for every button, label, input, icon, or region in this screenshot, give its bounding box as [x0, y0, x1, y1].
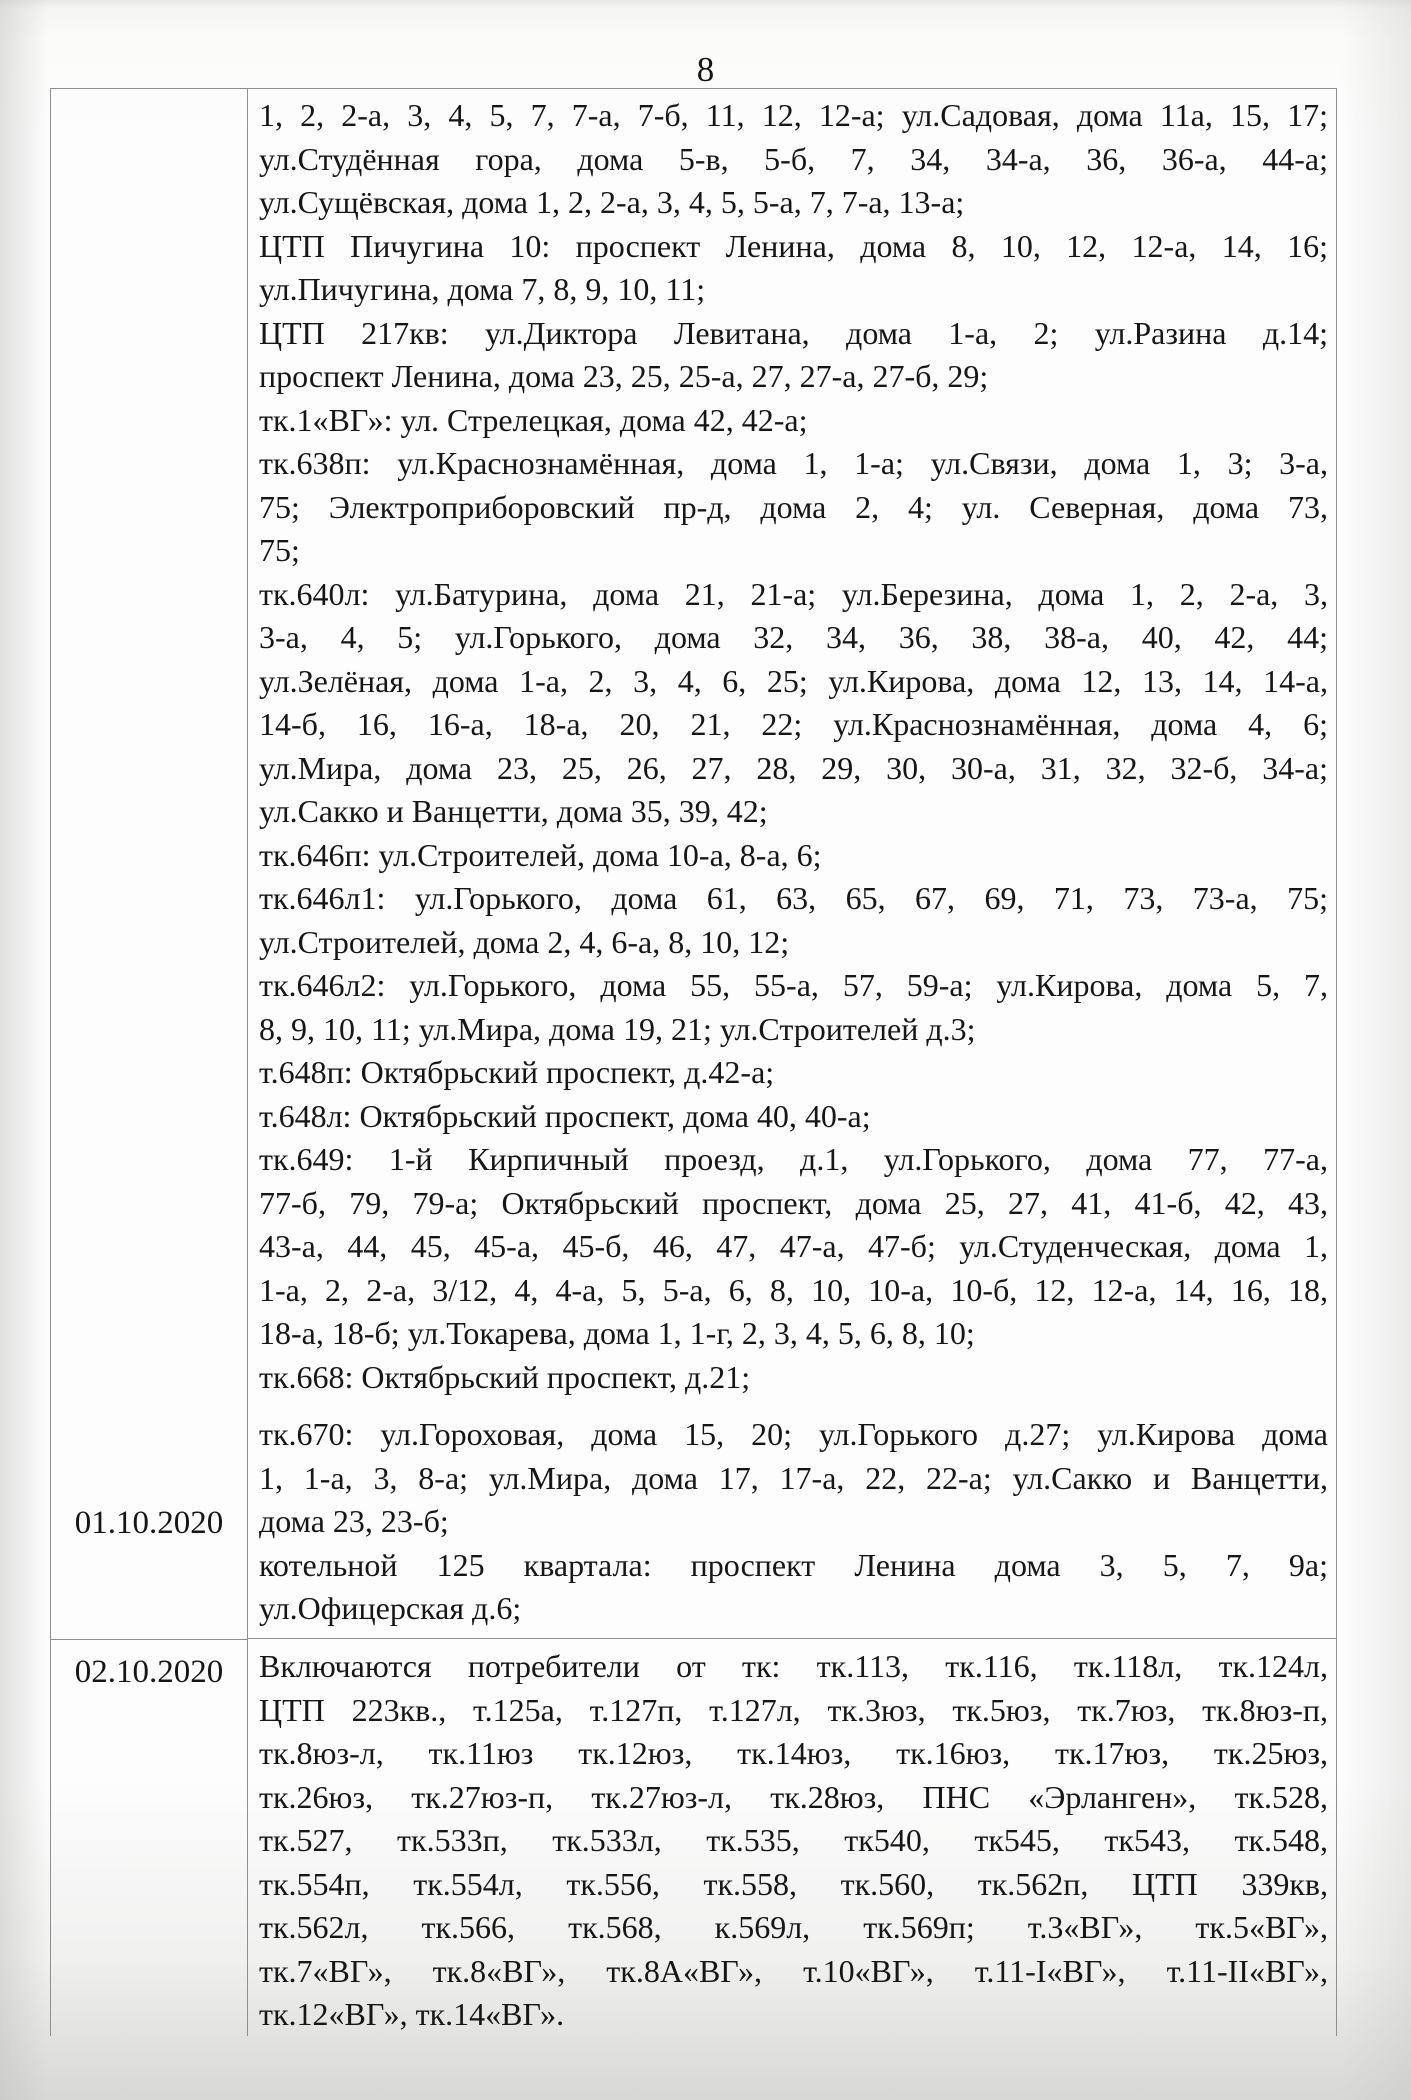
- text-line: дома 23, 23-б;: [259, 1503, 449, 1539]
- text-line: 1, 2, 2-а, 3, 4, 5, 7, 7-а, 7-б, 11, 12, 12-а; ул.Садовая, дома 11а, 15, 17;: [259, 97, 1328, 133]
- text-line: ул.Строителей, дома 2, 4, 6-а, 8, 10, 12;: [259, 923, 790, 960]
- text-line: 43-а, 44, 45, 45-а, 45-б, 46, 47, 47-а, 47-б; ул.Студенческая, дома 1,: [259, 1228, 1328, 1264]
- text-line: ул.Зелёная, дома 1-а, 2, 3, 4, 6, 25; ул.Кирова, дома 12, 13, 14, 14-а,: [259, 662, 1328, 699]
- text-line: тк.527, тк.533п, тк.533л, тк.535, тк540, тк545, тк543, тк.548,: [259, 1822, 1328, 1858]
- addresses-cell: [248, 89, 1336, 1408]
- text-line: тк.562л, тк.566, тк.568, к.569л, тк.569п; т.3«ВГ», тк.5«ВГ»,: [259, 1909, 1328, 1945]
- text-line: 75;: [259, 532, 300, 568]
- text-line: ул.Мира, дома 23, 25, 26, 27, 28, 29, 30, 30-а, 31, 32, 32-б, 34-а;: [259, 749, 1328, 786]
- date-cell: [51, 1640, 248, 2036]
- text-line: тк.670: ул.Гороховая, дома 15, 20; ул.Горького д.27; ул.Кирова дома: [259, 1416, 1328, 1452]
- text-line: тк.7«ВГ», тк.8«ВГ», тк.8А«ВГ», т.10«ВГ», т.11-I«ВГ», т.11-II«ВГ»,: [259, 1952, 1328, 1989]
- addresses-cell: [248, 1640, 1336, 2036]
- text-line: ул.Студённая гора, дома 5-в, 5-б, 7, 34, 34-а, 36, 36-а, 44-а;: [259, 140, 1328, 177]
- text-line: проспект Ленина, дома 23, 25, 25-а, 27, 27-а, 27-б, 29;: [259, 358, 989, 394]
- text-line: тк.668: Октябрьский проспект, д.21;: [259, 1358, 751, 1395]
- text-line: 1, 1-а, 3, 8-а; ул.Мира, дома 17, 17-а, 22, 22-а; ул.Сакко и Ванцетти,: [259, 1459, 1328, 1496]
- text-line: ул.Сущёвская, дома 1, 2, 2-а, 3, 4, 5, 5-а, 7, 7-а, 13-а;: [259, 184, 965, 220]
- page-number: 8: [696, 50, 715, 89]
- text-line: ЦТП 223кв., т.125а, т.127п, т.127л, тк.3юз, тк.5юз, тк.7юз, тк.8юз-п,: [259, 1691, 1328, 1728]
- outage-schedule-table: [50, 88, 1337, 2036]
- text-line: ул.Офицерская д.6;: [259, 1590, 522, 1626]
- text-line: 75; Электроприборовский пр-д, дома 2, 4; ул. Северная, дома 73,: [259, 488, 1328, 525]
- text-line: ЦТП Пичугина 10: проспект Ленина, дома 8, 10, 12, 12-а, 14, 16;: [259, 227, 1328, 264]
- text-line: тк.646л1: ул.Горького, дома 61, 63, 65, 67, 69, 71, 73, 73-а, 75;: [259, 880, 1328, 916]
- text-line: тк.646л2: ул.Горького, дома 55, 55-а, 57, 59-а; ул.Кирова, дома 5, 7,: [259, 967, 1328, 1003]
- date-label: 01.10.2020: [74, 1505, 224, 1541]
- text-line: ул.Сакко и Ванцетти, дома 35, 39, 42;: [259, 793, 768, 829]
- text-line: тк.554п, тк.554л, тк.556, тк.558, тк.560, тк.562п, ЦТП 339кв,: [259, 1865, 1328, 1902]
- text-line: ЦТП 217кв: ул.Диктора Левитана, дома 1-а, 2; ул.Разина д.14;: [259, 314, 1328, 351]
- text-line: 3-а, 4, 5; ул.Горького, дома 32, 34, 36, 38, 38-а, 40, 42, 44;: [259, 619, 1328, 655]
- text-line: тк.8юз-л, тк.11юз тк.12юз, тк.14юз, тк.16юз, тк.17юз, тк.25юз,: [259, 1735, 1328, 1771]
- text-line: 77-б, 79, 79-а; Октябрьский проспект, дома 25, 27, 41, 41-б, 42, 43,: [259, 1184, 1328, 1221]
- text-line: т.648п: Октябрьский проспект, д.42-а;: [259, 1054, 775, 1090]
- text-line: 1-а, 2, 2-а, 3/12, 4, 4-а, 5, 5-а, 6, 8, 10, 10-а, 10-б, 12, 12-а, 14, 16, 18,: [259, 1271, 1328, 1308]
- text-line: тк.646п: ул.Строителей, дома 10-а, 8-а, 6;: [259, 836, 822, 873]
- text-line: 8, 9, 10, 11; ул.Мира, дома 19, 21; ул.Строителей д.3;: [259, 1010, 976, 1047]
- text-line: тк.649: 1-й Кирпичный проезд, д.1, ул.Горького, дома 77, 77-а,: [259, 1141, 1328, 1177]
- date-cell: [51, 89, 248, 1408]
- text-line: 18-а, 18-б; ул.Токарева, дома 1, 1-г, 2, 3, 4, 5, 6, 8, 10;: [259, 1315, 975, 1351]
- text-line: тк.640л: ул.Батурина, дома 21, 21-а; ул.Березина, дома 1, 2, 2-а, 3,: [259, 575, 1328, 612]
- text-line: т.648л: Октябрьский проспект, дома 40, 40-а;: [259, 1097, 871, 1134]
- text-line: Включаются потребители от тк: тк.113, тк.116, тк.118л, тк.124л,: [259, 1648, 1328, 1684]
- addresses-cell: [248, 1408, 1336, 1639]
- text-line: тк.26юз, тк.27юз-п, тк.27юз-л, тк.28юз, ПНС «Эрланген», тк.528,: [259, 1778, 1328, 1815]
- text-line: 14-б, 16, 16-а, 18-а, 20, 21, 22; ул.Краснознамённая, дома 4, 6;: [259, 706, 1328, 742]
- date-label: 02.10.2020: [74, 1654, 224, 1690]
- text-line: котельной 125 квартала: проспект Ленина дома 3, 5, 7, 9а;: [259, 1546, 1328, 1583]
- text-line: тк.12«ВГ», тк.14«ВГ».: [259, 1996, 565, 2032]
- date-cell: [51, 1408, 248, 1640]
- text-line: ул.Пичугина, дома 7, 8, 9, 10, 11;: [259, 271, 706, 307]
- text-line: тк.638п: ул.Краснознамённая, дома 1, 1-а; ул.Связи, дома 1, 3; 3-а,: [259, 445, 1328, 481]
- text-line: тк.1«ВГ»: ул. Стрелецкая, дома 42, 42-а;: [259, 401, 808, 438]
